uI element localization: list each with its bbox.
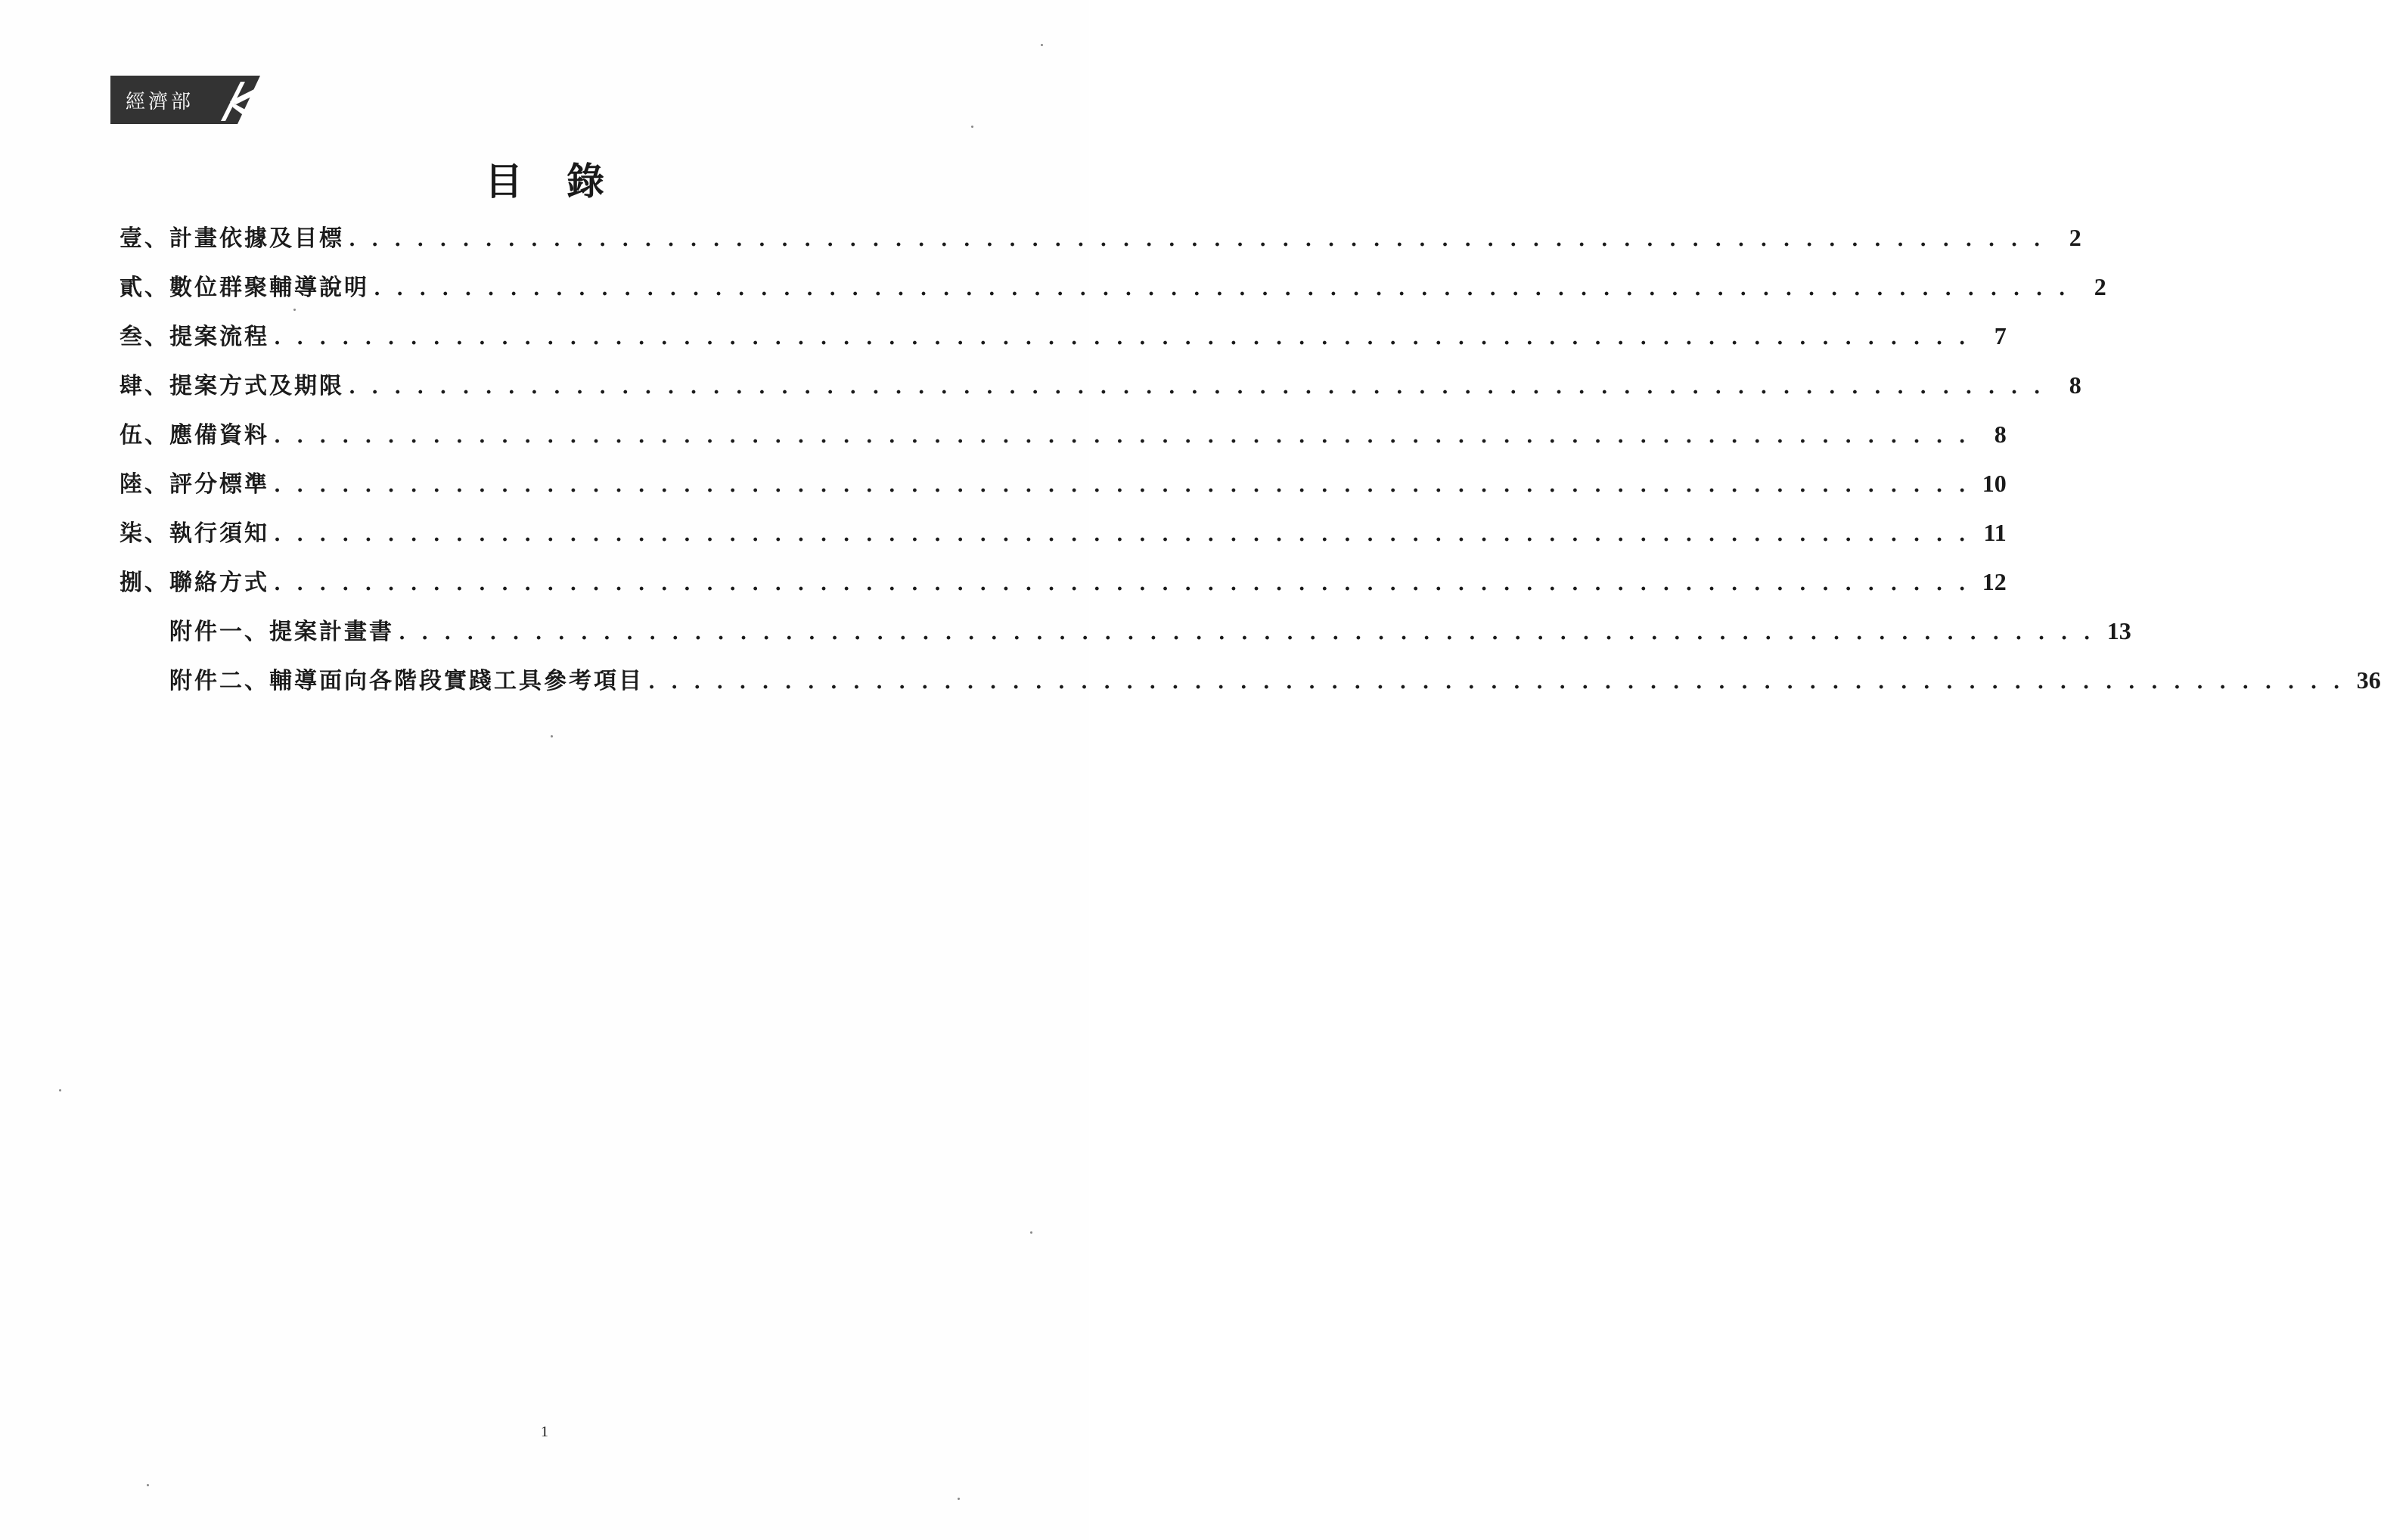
toc-entry-label: 陸、評分標準	[120, 471, 269, 498]
scan-speck	[59, 1089, 61, 1091]
dot-leader: . . . . . . . . . . . . . . . . . . . . . . . . . . . . . . . . . . . . . . . . . . . . . . . . . . . . . . . . . . . . . . . . . . . . . . . . . . .	[274, 523, 1970, 546]
toc-entry-label: 附件一、提案計畫書	[169, 619, 394, 645]
toc-entry[interactable]	[120, 318, 2007, 367]
scan-speck	[1030, 1231, 1032, 1234]
scan-speck	[1041, 44, 1043, 46]
dot-leader: . . . . . . . . . . . . . . . . . . . . . . . . . . . . . . . . . . . . . . . . . . . . . . . . . . . . . . . . . . . . . . . . . . . . . . . . . . .	[349, 228, 2045, 251]
dot-leader: . . . . . . . . . . . . . . . . . . . . . . . . . . . . . . . . . . . . . . . . . . . . . . . . . . . . . . . . . . . . . . . . . . . . . . . . . . .	[274, 573, 1970, 595]
ministry-header-logo	[110, 76, 260, 124]
toc-entry[interactable]	[120, 465, 2007, 514]
toc-entry-page: 12	[1982, 568, 2007, 595]
scan-speck	[293, 309, 296, 311]
table-of-contents	[120, 219, 2381, 711]
organization-name: 經濟部	[110, 76, 207, 124]
toc-entry-page: 11	[1983, 519, 2007, 546]
toc-entry[interactable]	[120, 219, 2081, 269]
ministry-emblem-icon	[207, 76, 260, 124]
toc-entry-label: 柒、執行須知	[120, 520, 269, 547]
toc-entry[interactable]	[120, 416, 2007, 465]
toc-entry-label: 附件二、輔導面向各階段實踐工具參考項目	[169, 668, 644, 694]
toc-entry-page: 2	[2069, 224, 2081, 251]
page-number: 1	[541, 1424, 548, 1440]
scan-speck	[147, 1484, 149, 1486]
toc-entry-label: 叁、提案流程	[120, 324, 269, 350]
toc-entry-page: 2	[2094, 273, 2106, 300]
toc-appendix-entry[interactable]	[120, 613, 2131, 662]
dot-leader: . . . . . . . . . . . . . . . . . . . . . . . . . . . . . . . . . . . . . . . . . . . . . . . . . . . . . . . . . . . . . . . . . . . . . . . . . . .	[374, 278, 2070, 300]
toc-entry-label: 伍、應備資料	[120, 422, 269, 449]
toc-entry-page: 10	[1982, 470, 2007, 497]
page-title: 目錄	[485, 159, 648, 203]
toc-entry-label: 貳、數位群聚輔導說明	[120, 275, 369, 301]
toc-entry[interactable]	[120, 269, 2106, 318]
toc-entry-page: 7	[1994, 322, 2007, 349]
dot-leader: . . . . . . . . . . . . . . . . . . . . . . . . . . . . . . . . . . . . . . . . . . . . . . . . . . . . . . . . . . . . . . . . . . . . . . . . . . .	[274, 425, 1970, 448]
dot-leader: . . . . . . . . . . . . . . . . . . . . . . . . . . . . . . . . . . . . . . . . . . . . . . . . . . . . . . . . . . . . . . . . . . . . . . . . . . .	[349, 376, 2045, 399]
toc-entry-page: 36	[2356, 666, 2381, 694]
scan-speck	[551, 735, 553, 737]
toc-entry-page: 8	[2069, 371, 2081, 399]
toc-entry-page: 13	[2106, 617, 2131, 644]
toc-entry[interactable]	[120, 564, 2007, 613]
toc-entry-label: 肆、提案方式及期限	[120, 373, 344, 399]
scan-speck	[958, 1498, 960, 1500]
dot-leader: . . . . . . . . . . . . . . . . . . . . . . . . . . . . . . . . . . . . . . . . . . . . . . . . . . . . . . . . . . . . . . . . . . . . . . . . . . .	[274, 474, 1970, 497]
toc-entry[interactable]	[120, 367, 2081, 416]
dot-leader: . . . . . . . . . . . . . . . . . . . . . . . . . . . . . . . . . . . . . . . . . . . . . . . . . . . . . . . . . . . . . . . . . . . . . . . . . . .	[648, 671, 2345, 694]
toc-entry-label: 捌、聯絡方式	[120, 570, 269, 596]
dot-leader: . . . . . . . . . . . . . . . . . . . . . . . . . . . . . . . . . . . . . . . . . . . . . . . . . . . . . . . . . . . . . . . . . . . . . . . . . . .	[399, 622, 2095, 644]
dot-leader: . . . . . . . . . . . . . . . . . . . . . . . . . . . . . . . . . . . . . . . . . . . . . . . . . . . . . . . . . . . . . . . . . . . . . . . . . . .	[274, 327, 1970, 349]
scan-speck	[971, 126, 973, 128]
toc-entry[interactable]	[120, 514, 2007, 564]
toc-appendix-entry[interactable]	[120, 662, 2381, 711]
toc-entry-label: 壹、計畫依據及目標	[120, 225, 344, 252]
toc-entry-page: 8	[1994, 421, 2007, 448]
